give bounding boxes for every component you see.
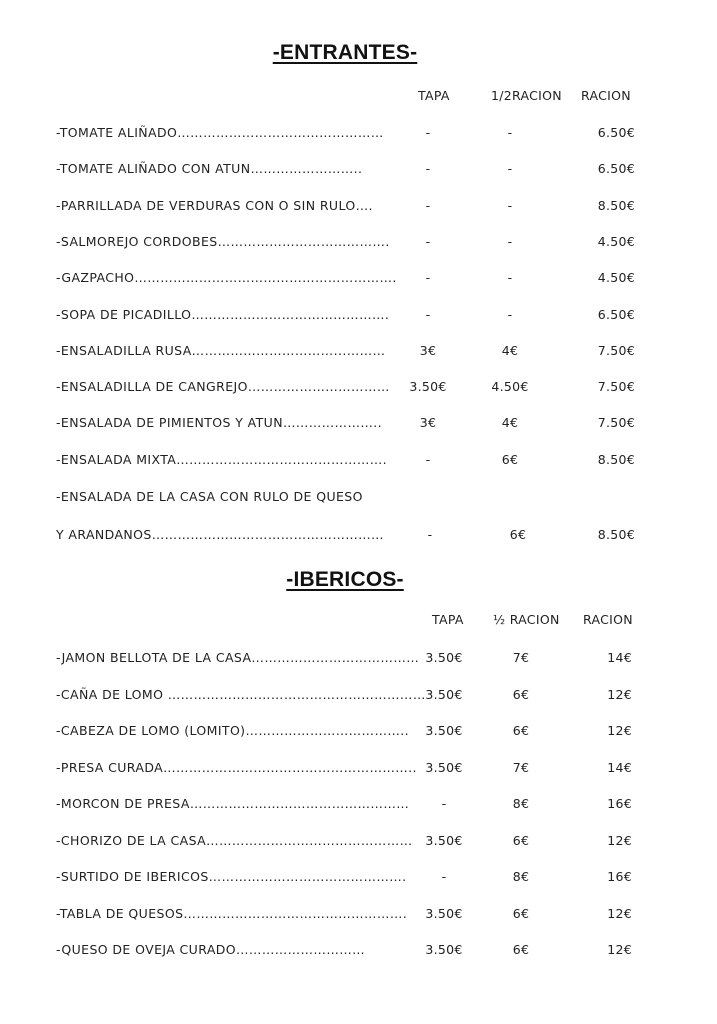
price-media-racion: - xyxy=(507,306,513,322)
column-header-media-racion: ½ RACION xyxy=(493,612,560,627)
price-racion: 7.50€ xyxy=(597,342,635,358)
price-media-racion: - xyxy=(507,161,513,177)
price-racion: 6.50€ xyxy=(597,125,635,140)
price-media-racion: - xyxy=(507,197,513,213)
price-racion: 12€ xyxy=(607,942,632,957)
price-racion: 16€ xyxy=(607,869,632,884)
price-tapa: 3.50€ xyxy=(425,759,463,775)
column-header-racion: RACION xyxy=(583,612,633,627)
price-media-racion: 6€ xyxy=(512,942,530,957)
menu-item-name: -ENSALADA DE PIMIENTOS Y ATUN………………….. xyxy=(56,415,383,431)
menu-item-name: -TABLA DE QUESOS……………………………………………. xyxy=(56,905,408,921)
price-tapa: 3.50€ xyxy=(409,379,447,395)
section-title-ibericos: -IBERICOS- xyxy=(286,568,404,591)
column-header-tapa: TAPA xyxy=(432,612,464,627)
menu-item-name: -ENSALADILLA RUSA……………………………...……… xyxy=(56,342,386,358)
price-tapa: - xyxy=(427,527,433,542)
price-media-racion: - xyxy=(507,125,513,140)
price-media-racion: 6€ xyxy=(512,723,530,738)
price-tapa: 3.50€ xyxy=(425,832,463,848)
price-tapa: - xyxy=(425,306,431,322)
price-racion: 7.50€ xyxy=(597,415,635,431)
price-tapa: 3.50€ xyxy=(425,723,463,738)
column-header-media-racion: 1/2RACION xyxy=(491,88,562,103)
price-racion: 6.50€ xyxy=(597,161,635,177)
price-media-racion: - xyxy=(507,233,513,249)
price-racion: 4.50€ xyxy=(597,233,635,249)
menu-item-name: -PARRILLADA DE VERDURAS CON O SIN RULO…. xyxy=(56,197,373,213)
price-racion: 6.50€ xyxy=(597,306,635,322)
price-tapa: - xyxy=(425,125,431,140)
menu-item-name: -SURTIDO DE IBERICOS………………………………………. xyxy=(56,869,407,884)
price-racion: 12€ xyxy=(607,905,632,921)
menu-item-name: -TOMATE ALIÑADO………………………………………… xyxy=(56,125,384,140)
price-tapa: 3.50€ xyxy=(425,650,463,665)
price-tapa: 3€ xyxy=(419,342,437,358)
price-media-racion: 6€ xyxy=(512,905,530,921)
menu-item-name: -CAÑA DE LOMO …………………………………………………… xyxy=(56,686,426,702)
price-tapa: 3.50€ xyxy=(425,942,463,957)
price-tapa: 3.50€ xyxy=(425,905,463,921)
price-media-racion: - xyxy=(507,270,513,286)
section-title-entrantes: -ENTRANTES- xyxy=(272,41,418,64)
price-racion: 14€ xyxy=(607,759,632,775)
menu-item-name: -CABEZA DE LOMO (LOMITO)……………………………….. xyxy=(56,723,410,738)
price-media-racion: 7€ xyxy=(512,759,530,775)
menu-item-name: -QUESO DE OVEJA CURADO………………………… xyxy=(56,942,366,957)
price-media-racion: 8€ xyxy=(512,796,530,811)
menu-item-name: -ENSALADA MIXTA…………………………………………. xyxy=(56,451,388,467)
menu-item-name: -ENSALADILLA DE CANGREJO…………………………… xyxy=(56,379,390,395)
menu-item-name: -TOMATE ALIÑADO CON ATUN…………………….. xyxy=(56,161,363,177)
menu-item-name: -CHORIZO DE LA CASA………………………………………… xyxy=(56,832,413,848)
menu-item-name: -SOPA DE PICADILLO………………………………………. xyxy=(56,306,390,322)
price-media-racion: 4.50€ xyxy=(491,379,529,395)
price-tapa: - xyxy=(441,869,447,884)
price-tapa: 3.50€ xyxy=(425,686,463,702)
price-racion: 8.50€ xyxy=(597,527,635,542)
price-racion: 8.50€ xyxy=(597,197,635,213)
price-tapa: - xyxy=(425,161,431,177)
price-media-racion: 7€ xyxy=(512,650,530,665)
price-media-racion: 6€ xyxy=(512,686,530,702)
price-racion: 12€ xyxy=(607,723,632,738)
column-header-tapa: TAPA xyxy=(418,88,450,103)
menu-item-ensalada-casa-line2: Y ARANDANOS……………………………………………… xyxy=(56,527,384,542)
price-tapa: - xyxy=(425,451,431,467)
price-tapa: - xyxy=(425,197,431,213)
menu-item-name: -PRESA CURADA………………………………………………….. xyxy=(56,759,417,775)
price-media-racion: 6€ xyxy=(501,451,519,467)
price-media-racion: 6€ xyxy=(512,832,530,848)
menu-item-name: -JAMON BELLOTA DE LA CASA………………………………… xyxy=(56,650,420,665)
menu-item-name: -SALMOREJO CORDOBES…………………………………. xyxy=(56,233,390,249)
menu-item-name: -MORCON DE PRESA…………………………………………… xyxy=(56,796,410,811)
price-tapa: 3€ xyxy=(419,415,437,431)
price-media-racion: 4€ xyxy=(501,342,519,358)
price-racion: 12€ xyxy=(607,832,632,848)
price-media-racion: 8€ xyxy=(512,869,530,884)
price-racion: 8.50€ xyxy=(597,451,635,467)
price-racion: 4.50€ xyxy=(597,270,635,286)
menu-item-name: -GAZPACHO……………………………………………………. xyxy=(56,270,397,286)
price-racion: 7.50€ xyxy=(597,379,635,395)
price-racion: 14€ xyxy=(607,650,632,665)
price-tapa: - xyxy=(425,270,431,286)
price-tapa: - xyxy=(425,233,431,249)
menu-item-ensalada-casa-line1: -ENSALADA DE LA CASA CON RULO DE QUESO xyxy=(56,489,363,504)
price-tapa: - xyxy=(441,796,447,811)
price-racion: 16€ xyxy=(607,796,632,811)
price-media-racion: 4€ xyxy=(501,415,519,431)
column-header-racion: RACION xyxy=(581,88,631,103)
price-racion: 12€ xyxy=(607,686,632,702)
price-media-racion: 6€ xyxy=(509,527,527,542)
